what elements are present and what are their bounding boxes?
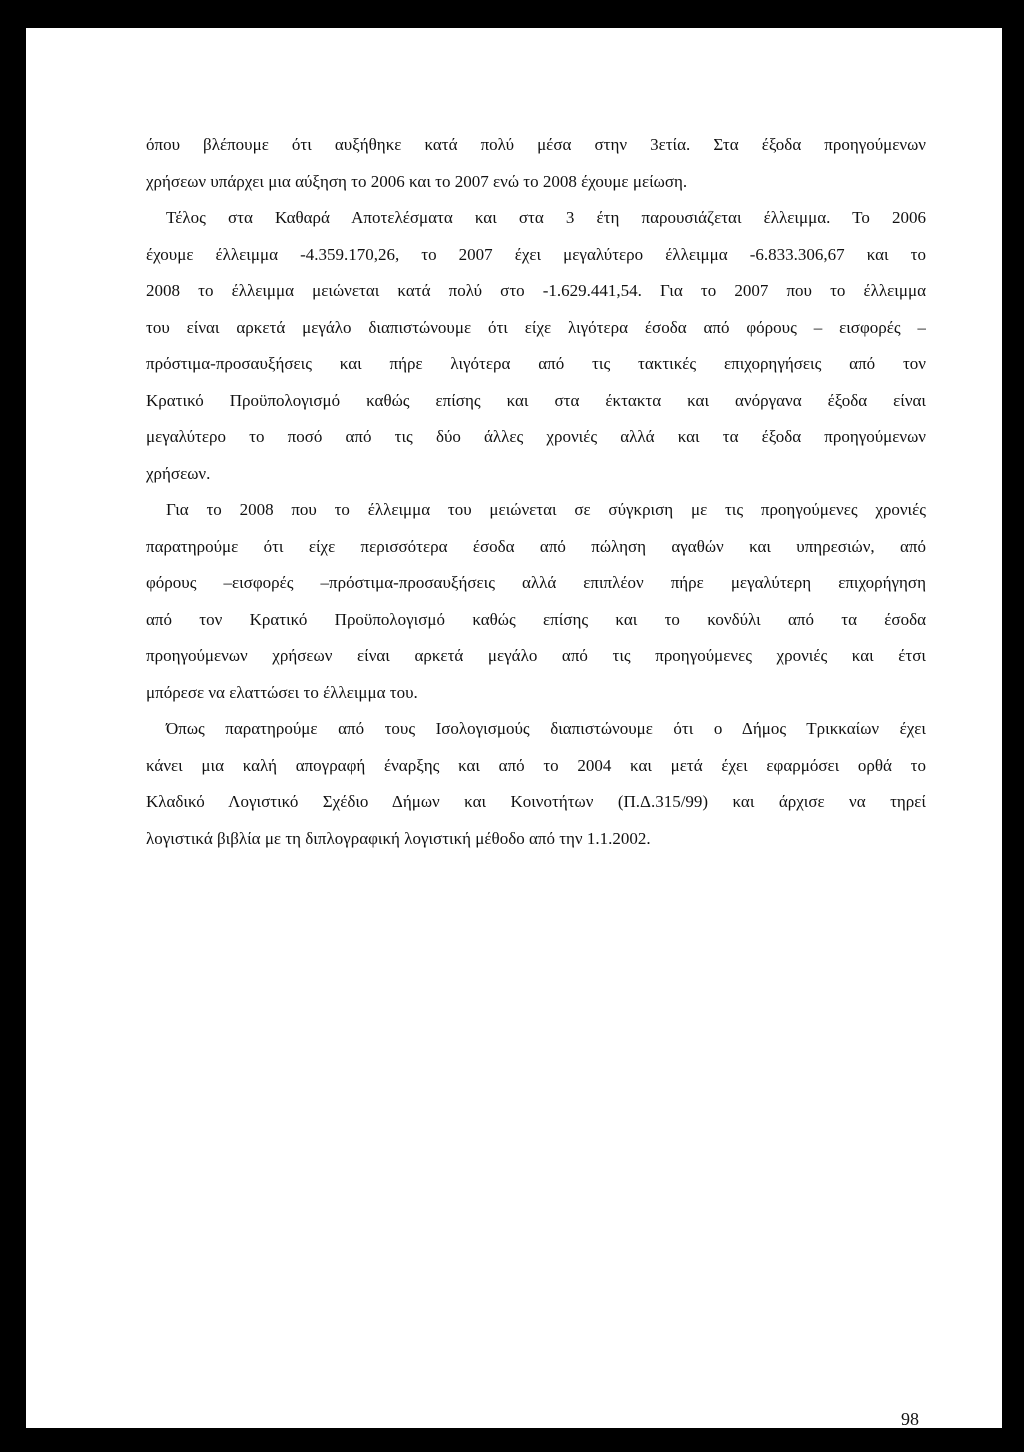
text-line: του είναι αρκετά μεγάλο διαπιστώνουμε ότι είχε λιγότερα έσοδα από φόρους – εισφορές –	[146, 317, 926, 337]
text-line: λογιστικά βιβλία με τη διπλογραφική λογιστική μέθοδο από την 1.1.2002.	[146, 828, 651, 848]
document-page	[26, 28, 1002, 1428]
text-line: Όπως παρατηρούμε από τους Ισολογισμούς διαπιστώνουμε ότι ο Δήμος Τρικκαίων έχει	[166, 719, 926, 738]
text-line: μεγαλύτερο το ποσό από τις δύο άλλες χρονιές αλλά και τα έξοδα προηγούμενων	[146, 427, 926, 446]
text-line: πρόστιμα-προσαυξήσεις και πήρε λιγότερα από τις τακτικές επιχορηγήσεις από τον	[146, 354, 926, 373]
text-line: φόρους –εισφορές –πρόστιμα-προσαυξήσεις αλλά επιπλέον πήρε μεγαλύτερη επιχορήγηση	[146, 573, 926, 592]
text-line: προηγούμενων χρήσεων είναι αρκετά μεγάλο από τις προηγούμενες χρονιές και έτσι	[146, 646, 926, 665]
text-line: όπου βλέπουμε ότι αυξήθηκε κατά πολύ μέσα στην 3ετία. Στα έξοδα προηγούμενων	[146, 135, 926, 154]
text-line: χρήσεων υπάρχει μια αύξηση το 2006 και το 2007 ενώ το 2008 έχουμε μείωση.	[146, 171, 688, 191]
text-line: 2008 το έλλειμμα μειώνεται κατά πολύ στο -1.629.441,54. Για το 2007 που το έλλειμμα	[146, 281, 926, 300]
text-line: παρατηρούμε ότι είχε περισσότερα έσοδα από πώληση αγαθών και υπηρεσιών, από	[146, 536, 926, 556]
text-line: μπόρεσε να ελαττώσει το έλλειμμα του.	[146, 682, 418, 702]
body-text	[146, 127, 926, 857]
page-number: 98	[901, 1409, 919, 1429]
text-line: κάνει μια καλή απογραφή έναρξης και από το 2004 και μετά έχει εφαρμόσει ορθά το	[146, 755, 926, 775]
text-line: χρήσεων.	[146, 463, 211, 483]
text-line: Κλαδικό Λογιστικό Σχέδιο Δήμων και Κοινοτήτων (Π.Δ.315/99) και άρχισε να τηρεί	[146, 792, 926, 811]
text-line: έχουμε έλλειμμα -4.359.170,26, το 2007 έχει μεγαλύτερο έλλειμμα -6.833.306,67 και το	[146, 244, 926, 264]
text-line: από τον Κρατικό Προϋπολογισμό καθώς επίσης και το κονδύλι από τα έσοδα	[146, 609, 926, 629]
text-line: Για το 2008 που το έλλειμμα του μειώνεται σε σύγκριση με τις προηγούμενες χρονιές	[166, 500, 926, 519]
text-line: Κρατικό Προϋπολογισμό καθώς επίσης και στα έκτακτα και ανόργανα έξοδα είναι	[146, 390, 926, 410]
text-line: Τέλος στα Καθαρά Αποτελέσματα και στα 3 έτη παρουσιάζεται έλλειμμα. Το 2006	[166, 208, 926, 227]
